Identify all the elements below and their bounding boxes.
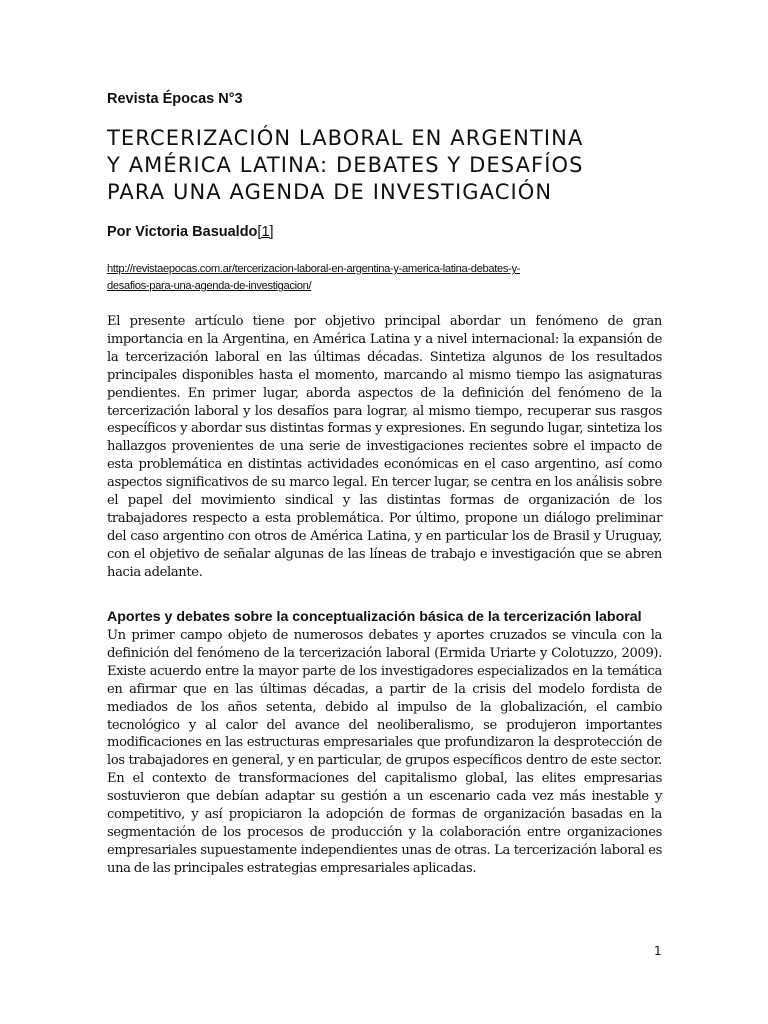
author-line (107, 224, 274, 240)
source-url-link[interactable] (107, 261, 667, 295)
author-name: Por Victoria Basualdo (107, 224, 258, 240)
url-line-1: http://revistaepocas.com.ar/tercerizacion-laboral-en-argentina-y-america-latina-debates-y- (107, 263, 521, 275)
paragraph-section-1: Un primer campo objeto de numerosos debates y aportes cruzados se vincula con la definición del fenómeno de la tercerización laboral (Ermida Uriarte y Colotuzzo, 2009). Existe acuerdo entre la mayor parte de los investigadores especializados en la temática en afirmar que en las últimas décadas, a partir de la crisis del modelo fordista de mediados de los años setenta, debido al impulso de la globalización, el cambio tecnológico y al calor del avance del neoliberalismo, se produjeron importantes modificaciones en las estructuras empresariales que profundizaron la desprotección de los trabajadores en general, y en particular, de grupos específicos dentro de este sector. En el contexto de transformaciones del capitalismo global, las elites empresarias sostuvieron que debían adaptar su gestión a un escenario cada vez más inestable y competitivo, y así propiciaron la adopción de formas de organización basadas en la segmentación de los procesos de producción y la colaboración entre organizaciones empresariales supuestamente independientes unas de otras. La tercerización laboral es una de las principales estrategias empresariales aplicadas. (107, 628, 662, 876)
page-number: 1 (654, 944, 662, 958)
article-title (107, 125, 667, 206)
footnote-link[interactable]: [1] (257, 224, 274, 240)
title-line-1: TERCERIZACIÓN LABORAL EN ARGENTINA (107, 126, 584, 150)
journal-name: Revista Épocas N°3 (107, 91, 243, 107)
title-line-2: Y AMÉRICA LATINA: DEBATES Y DESAFÍOS (107, 153, 584, 177)
section-heading: Aportes y debates sobre la conceptualización básica de la tercerización laboral (107, 609, 642, 625)
title-line-3: PARA UNA AGENDA DE INVESTIGACIÓN (107, 180, 553, 204)
paragraph-abstract: El presente artículo tiene por objetivo principal abordar un fenómeno de gran importancia en la Argentina, en América Latina y a nivel internacional: la expansión de la tercerización laboral en las últimas décadas. Sintetiza algunos de los resultados principales disponibles hasta el momento, marcando al mismo tiempo las asignaturas pendientes. En primer lugar, aborda aspectos de la definición del fenómeno de la tercerización laboral y los desafíos para lograr, al mismo tiempo, recuperar sus rasgos específicos y abordar sus distintas formas y expresiones. En segundo lugar, sintetiza los hallazgos provenientes de una serie de investigaciones recientes sobre el impacto de esta problemática en distintas actividades económicas en el caso argentino, así como aspectos significativos de su marco legal. En tercer lugar, se centra en los análisis sobre el papel del movimiento sindical y las distintas formas de organización de los trabajadores respecto a esta problemática. Por último, propone un diálogo preliminar del caso argentino con otros de América Latina, y en particular los de Brasil y Uruguay, con el objetivo de señalar algunas de las líneas de trabajo e investigación que se abren hacia adelante. (107, 314, 662, 580)
url-line-2: desafios-para-una-agenda-de-investigacion/ (107, 280, 312, 292)
